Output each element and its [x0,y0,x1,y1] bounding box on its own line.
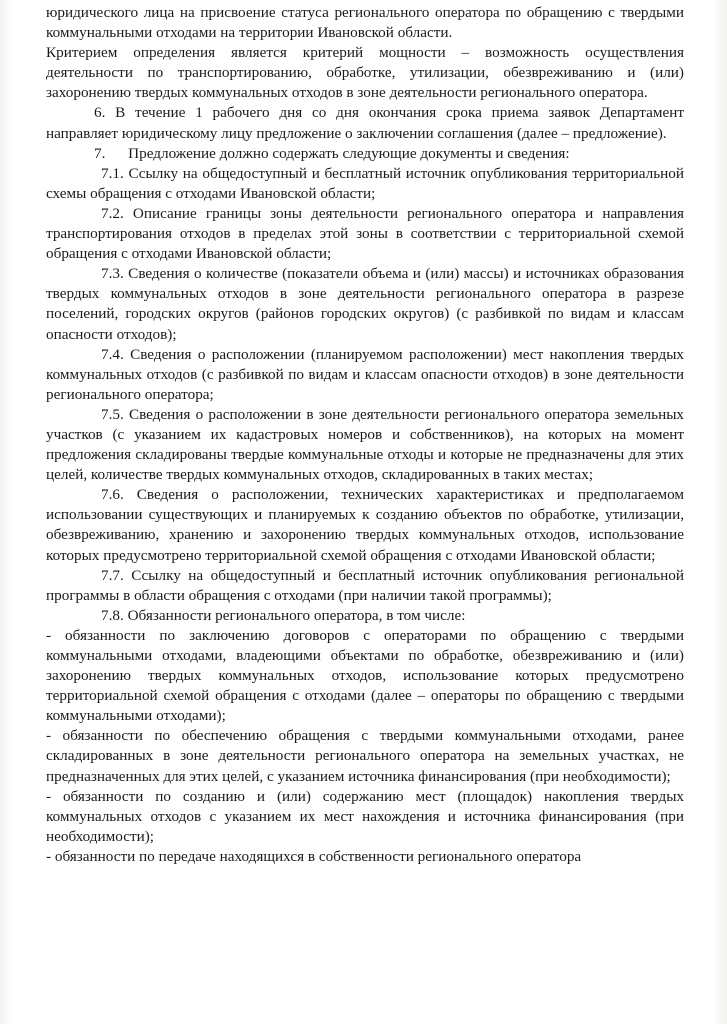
paragraph-continuation: юридического лица на присвоение статуса регионального оператора по обращению с твердыми коммунальными отходами на территории Ивановской области. [46,4,684,42]
paragraph-7-2: 7.2. Описание границы зоны деятельности регионального оператора и направления транспортирования отходов в пределах этой зоны в соответствии с территориальной схемой обращения с отходами Ивановской области; [46,204,684,263]
paragraph-7-7: 7.7. Ссылку на общедоступный и бесплатный источник опубликования региональной программы в области обращения с отходами (при наличии такой программы); [46,566,684,604]
paragraph-7 [46,144,684,164]
paragraph-6: 6. В течение 1 рабочего дня со дня окончания срока приема заявок Департамент направляет юридическому лицу предложение о заключении соглашения (далее – предложение). [46,104,684,142]
list-item-duty-sites: - обязанности по созданию и (или) содержанию мест (площадок) накопления твердых коммунальных отходов с указанием их мест нахождения и источника финансирования (при необходимости); [46,787,684,845]
paragraph-7-text: Предложение должно содержать следующие документы и сведения: [128,144,570,162]
paragraph-criterion: Критерием определения является критерий мощности – возможность осуществления деятельности по транспортированию, обработке, утилизации, обезвреживанию и (или) захоронению твердых коммунальных отходов в зоне деятельности регионального оператора. [46,44,684,102]
paragraph-7-1: 7.1. Ссылку на общедоступный и бесплатный источник опубликования территориальной схемы обращения с отходами Ивановской области; [46,164,684,202]
paragraph-7-8: 7.8. Обязанности регионального оператора, в том числе: [101,606,466,624]
list-item-duty-stored-waste: - обязанности по обеспечению обращения с твердыми коммунальными отходами, ранее складированных в зоне деятельности регионального оператора на земельных участках, не предназначенных для этих целей, с указанием источника финансирования (при необходимости); [46,727,684,785]
list-item-duty-transfer: - обязанности по передаче находящихся в собственности регионального оператора [46,847,582,865]
paragraph-7-3: 7.3. Сведения о количестве (показатели объема и (или) массы) и источниках образования твердых коммунальных отходов в зоне деятельности регионального оператора в разрезе поселений, городских округов (районов городских округов) (с разбивкой по видам и классам опасности отходов); [46,265,684,343]
paragraph-7-6: 7.6. Сведения о расположении, технических характеристиках и предполагаемом использовании существующих и планируемых к созданию объектов по обработке, утилизации, обезвреживанию, хранению и захоронению твердых коммунальных отходов, использование которых предусмотрено территориальной схемой обращения с отходами Ивановской области; [46,486,684,564]
item-number: 7. [94,144,106,162]
paragraph-7-4: 7.4. Сведения о расположении (планируемом расположении) мест накопления твердых коммунальных отходов (с разбивкой по видам и классам опасности отходов) в зоне деятельности регионального оператора; [46,345,684,403]
document-body [46,3,684,867]
list-item-duty-contracts: - обязанности по заключению договоров с операторами по обращению с твердыми коммунальными отходами, владеющими объектами по обработке, обезвреживанию и (или) захоронению твердых коммунальных отходов, использование которых предусмотрено территориальной схемой обращения с отходами (далее – операторы по обращению с твердыми коммунальными отходами); [46,626,684,725]
paragraph-7-5: 7.5. Сведения о расположении в зоне деятельности регионального оператора земельных участков (с указанием их кадастровых номеров и собственников), на которых на момент предложения складированы твердые коммунальные отходы и которые не предназначены для этих целей, количестве твердых коммунальных отходов, складированных в таких местах; [46,405,684,484]
